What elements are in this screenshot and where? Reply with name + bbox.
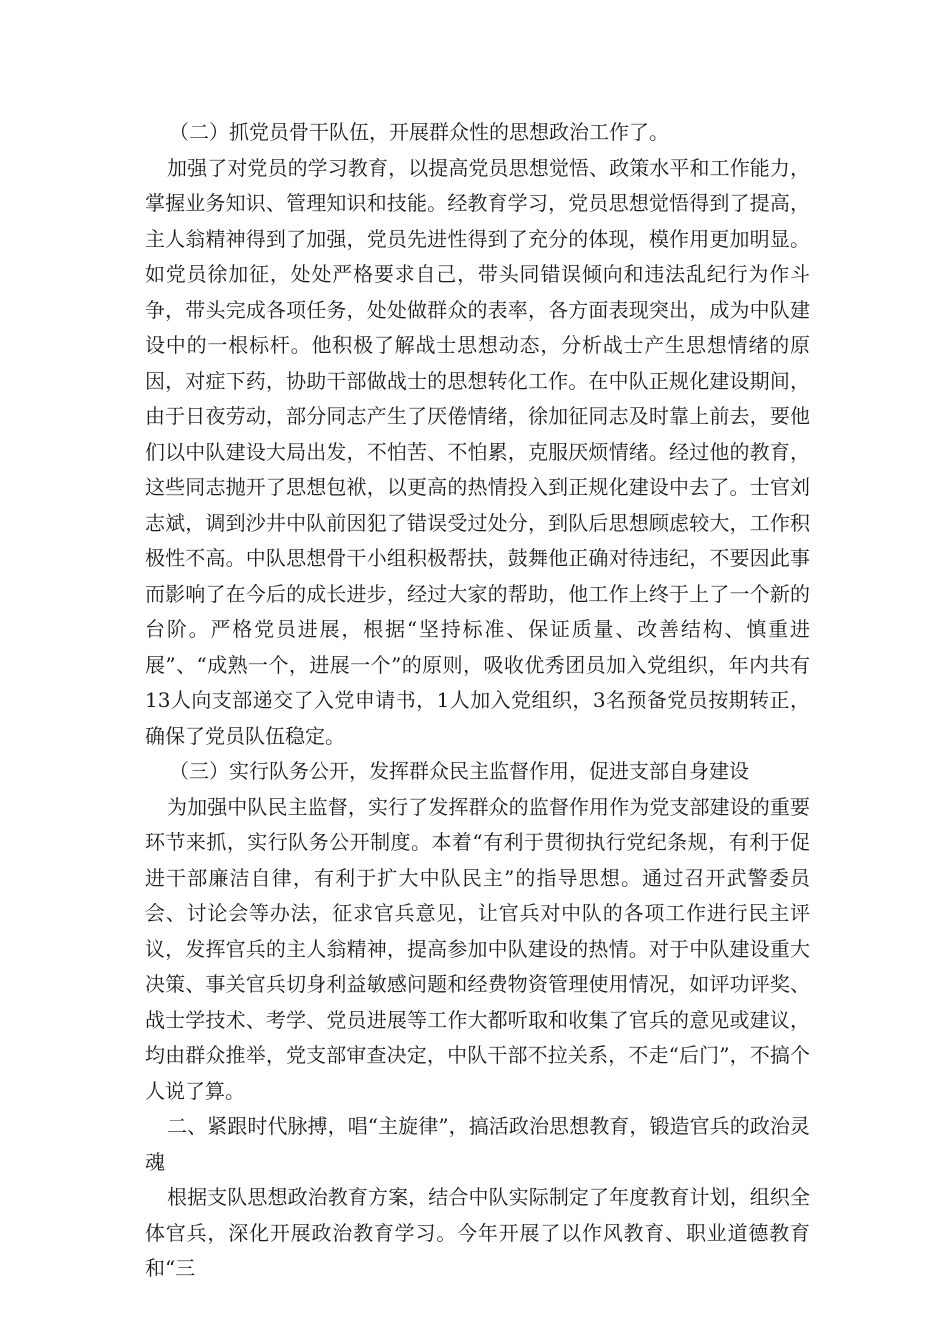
paragraph-political-education: 根据支队思想政治教育方案，结合中队实际制定了年度教育计划，组织全体官兵，深化开展政治教育学习。今年开展了以作风教育、职业道德教育和“三 [145, 1185, 810, 1280]
paragraph-democratic-supervision: 为加强中队民主监督，实行了发挥群众的监督作用作为党支部建设的重要环节来抓，实行队务公开制度。本着“有利于贯彻执行党纪条规，有利于促进干部廉洁自律，有利于扩大中队民主”的指导思想。通过召开武警委员会、讨论会等办法，征求官兵意见，让官兵对中队的各项工作进行民主评议，发挥官兵的主人翁精神，提高参加中队建设的热情。对于中队建设重大决策、事关官兵切身利益敏感问题和经费物资管理使用情况，如评功评奖、战士学技术、考学、党员进展等工作大都听取和收集了官兵的意见或建议，均由群众推举，党支部审查决定，中队干部不拉关系，不走“后门”，不搞个人说了算。 [145, 794, 810, 1103]
section-heading-3: （三）实行队务公开，发挥群众民主监督作用，促进支部自身建设 [169, 759, 749, 783]
section-heading-2: （二）抓党员骨干队伍，开展群众性的思想政治工作了。 [169, 120, 669, 144]
paragraph-party-member-education: 加强了对党员的学习教育，以提高党员思想觉悟、政策水平和工作能力，掌握业务知识、管理知识和技能。经教育学习，党员思想觉悟得到了提高，主人翁精神得到了加强，党员先进性得到了充分的体现，模作用更加明显。如党员徐加征，处处严格要求自己，带头同错误倾向和违法乱纪行为作斗争，带头完成各项任务，处处做群众的表率，各方面表现突出，成为中队建设中的一根标杆。他积极了解战士思想动态，分析战士产生思想情绪的原因，对症下药，协助干部做战士的思想转化工作。在中队正规化建设期间，由于日夜劳动，部分同志产生了厌倦情绪，徐加征同志及时靠上前去，要他们以中队建设大局出发，不怕苦、不怕累，克服厌烦情绪。经过他的教育，这些同志抛开了思想包袱，以更高的热情投入到正规化建设中去了。士官刘志斌，调到沙井中队前因犯了错误受过处分，到队后思想顾虑较大，工作积极性不高。中队思想骨干小组积极帮扶，鼓舞他正确对待违纪，不要因此事而影响了在今后的成长进步，经过大家的帮助，他工作上终于上了一个新的台阶。严格党员进展，根据“坚持标准、保证质量、改善结构、慎重进展”、“成熟一个，进展一个”的原则，吸收优秀团员加入党组织，年内共有13人向支部递交了入党申请书，1人加入党组织，3名预备党员按期转正，确保了党员队伍稳定。 [145, 155, 810, 748]
document-body [145, 115, 810, 1287]
paragraph-main-section-2-heading: 二、紧跟时代脉搏，唱“主旋律”，搞活政治思想教育，锻造官兵的政治灵魂 [145, 1114, 810, 1174]
